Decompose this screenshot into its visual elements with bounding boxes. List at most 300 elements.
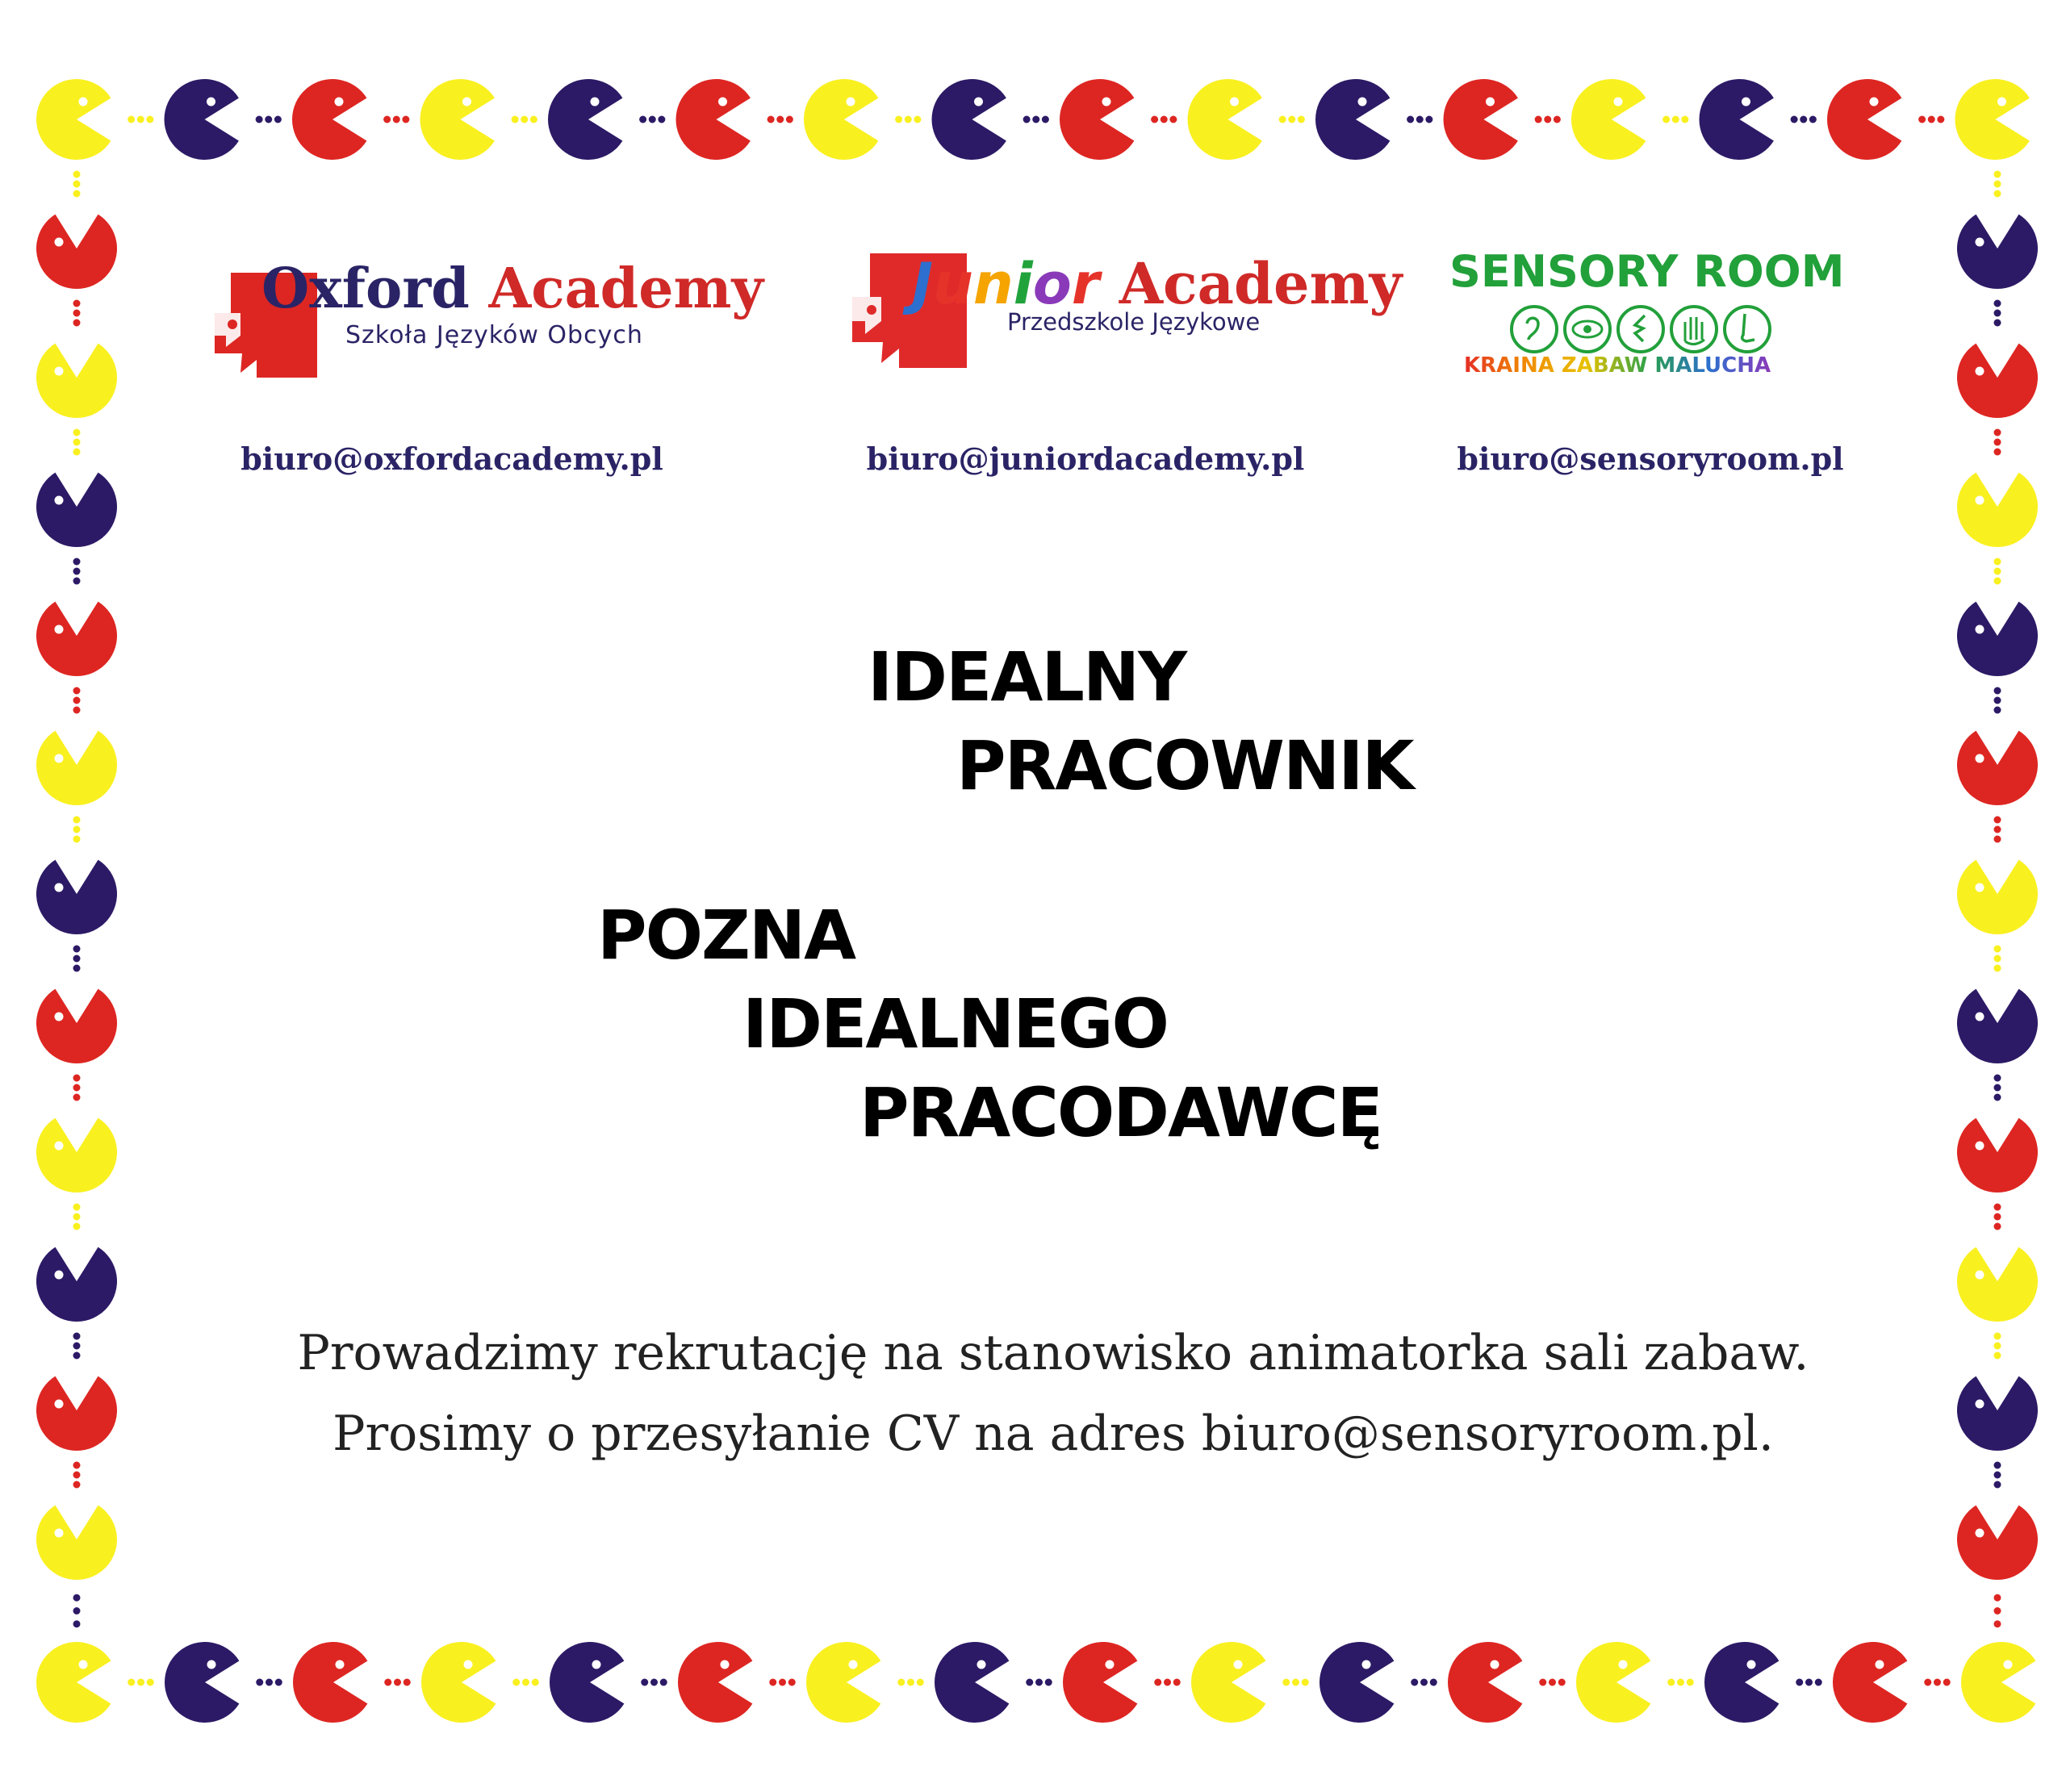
pacman-eye <box>335 98 344 107</box>
pacman-eye <box>1976 1142 1984 1151</box>
pacman-eye <box>718 98 727 107</box>
pacman-eye <box>974 98 983 107</box>
pacman-shape <box>675 79 750 160</box>
pacman-eye <box>1976 625 1984 634</box>
headline-line-pracodawce: PRACODAWCĘ <box>859 1073 1382 1152</box>
pac-dot <box>1667 1679 1675 1686</box>
pacman-shape <box>165 79 239 160</box>
pac-dot <box>128 1679 135 1686</box>
pacman-eye <box>592 1660 601 1669</box>
pac-dot <box>73 181 81 188</box>
pac-dot <box>73 1204 81 1211</box>
pacman-eye <box>55 1529 64 1538</box>
pac-dot <box>73 300 81 307</box>
pac-dot <box>1994 449 2001 456</box>
pacman-eye <box>462 98 471 107</box>
pac-dot <box>1173 1679 1181 1686</box>
pacman-eye <box>849 1660 858 1669</box>
pacman-shape <box>292 79 366 160</box>
pac-dot <box>73 578 81 585</box>
junior-letter: i <box>1013 251 1033 317</box>
pacman-eye <box>1358 98 1367 107</box>
pac-dot <box>1994 568 2001 575</box>
pac-dot <box>1994 1620 2001 1627</box>
pac-dot <box>1994 1075 2001 1082</box>
pac-dot <box>73 190 81 198</box>
junior-academy-logo <box>846 250 1403 371</box>
pacman-shape <box>1957 1506 2038 1580</box>
hand-icon <box>1671 307 1717 352</box>
pac-dot <box>1994 1213 2001 1221</box>
pac-dot <box>73 1343 81 1350</box>
pac-dot <box>1796 1679 1803 1686</box>
pacman-shape <box>1955 79 2030 160</box>
pacman-eye <box>1614 98 1623 107</box>
pac-dot <box>73 1472 81 1479</box>
pac-dot <box>1815 1679 1822 1686</box>
pacman-eye <box>721 1660 730 1669</box>
junior-letter: J <box>912 251 934 317</box>
pac-dot <box>658 116 665 123</box>
pac-dot <box>1994 1084 2001 1092</box>
pac-dot <box>275 1679 282 1686</box>
pac-dot <box>1994 687 2001 695</box>
pac-dot <box>1934 1679 1941 1686</box>
pac-dot <box>1425 116 1432 123</box>
pac-dot <box>73 1352 81 1360</box>
pac-dot <box>266 1679 273 1686</box>
pac-dot <box>1558 1679 1566 1686</box>
pac-dot <box>767 116 775 123</box>
pac-dot <box>1994 1223 2001 1230</box>
pacman-eye <box>1102 98 1111 107</box>
pac-dot <box>73 1084 81 1092</box>
pacman-shape <box>36 1642 111 1723</box>
pac-dot <box>1994 429 2001 437</box>
pac-dot <box>649 116 656 123</box>
pacman-shape <box>1957 989 2038 1063</box>
pacman-eye <box>1976 1529 1984 1538</box>
pac-dot <box>73 439 81 446</box>
pac-dot <box>1045 1679 1052 1686</box>
pac-dot <box>73 568 81 575</box>
pac-dot <box>532 1679 539 1686</box>
pac-dot <box>1169 116 1177 123</box>
pac-dot <box>265 116 272 123</box>
pac-dot <box>384 1679 391 1686</box>
pac-dot <box>1994 320 2001 327</box>
oxford-subtitle: Szkoła Języków Obcych <box>345 321 643 349</box>
sensory-room-logo <box>1445 246 1848 383</box>
pacman-shape <box>678 1642 752 1723</box>
pac-dot <box>73 1213 81 1221</box>
pac-dot <box>1805 1679 1813 1686</box>
pac-dot <box>394 1679 401 1686</box>
pacman-eye <box>591 98 600 107</box>
pac-dot <box>1994 836 2001 843</box>
pacman-shape <box>1957 731 2038 805</box>
pac-dot <box>73 836 81 843</box>
pac-dot <box>1151 116 1158 123</box>
pacman-eye <box>1230 98 1239 107</box>
junior-word <box>912 251 1099 317</box>
pac-dot <box>73 1223 81 1230</box>
pac-dot <box>650 1679 658 1686</box>
pacman-eye <box>1976 1013 1984 1021</box>
pac-dot <box>73 310 81 317</box>
pac-dot <box>1994 1462 2001 1469</box>
pac-dot <box>73 965 81 972</box>
pac-dot <box>905 116 912 123</box>
pac-dot <box>1672 116 1679 123</box>
pac-dot <box>1026 1679 1033 1686</box>
pacman-shape <box>36 215 117 289</box>
email-sensory[interactable]: biuro@sensoryroom.pl <box>1457 441 1844 477</box>
pac-dot <box>1924 1679 1931 1686</box>
headline-line-idealny: IDEALNY <box>868 637 1186 716</box>
pac-dot <box>788 1679 796 1686</box>
pacman-eye <box>79 1660 88 1669</box>
pac-dot <box>1994 1094 2001 1101</box>
pac-dot <box>128 116 135 123</box>
pacman-shape <box>1448 1642 1522 1723</box>
pacman-shape <box>935 1642 1009 1723</box>
mouth-icon <box>1618 307 1663 352</box>
pacman-shape <box>804 79 878 160</box>
pacman-eye <box>1106 1660 1115 1669</box>
pac-dot <box>137 1679 144 1686</box>
headline-line-pracownik: PRACOWNIK <box>956 726 1413 805</box>
pacman-eye <box>1486 98 1495 107</box>
pacman-shape <box>1957 1376 2038 1451</box>
pac-dot <box>1407 116 1414 123</box>
pac-dot <box>1161 116 1168 123</box>
sense-icons-row <box>1509 304 1775 354</box>
pacman-eye <box>55 625 64 634</box>
pacman-shape <box>931 79 1006 160</box>
ear-icon <box>1512 307 1557 352</box>
recruitment-text-line2: Prosimy o przesyłanie CV na adres biuro@sensoryroom.pl. <box>332 1406 1774 1462</box>
pacman-eye <box>1976 1271 1984 1280</box>
academy-word: Academy <box>488 257 763 321</box>
pac-dot <box>1279 116 1286 123</box>
pacman-shape <box>36 860 117 934</box>
pac-dot <box>1994 1333 2001 1340</box>
pacman-eye <box>55 1271 64 1280</box>
pac-dot <box>1994 300 2001 307</box>
pac-dot <box>1662 116 1670 123</box>
pac-dot <box>1302 1679 1309 1686</box>
pacman-eye <box>1870 98 1879 107</box>
pacman-shape <box>806 1642 880 1723</box>
pac-dot <box>256 1679 263 1686</box>
pac-dot <box>404 1679 411 1686</box>
email-junior[interactable]: biuro@juniordacademy.pl <box>866 441 1305 477</box>
pac-dot <box>1918 116 1926 123</box>
pac-dot <box>73 1620 81 1627</box>
academy-word: Academy <box>1119 250 1403 317</box>
pac-dot <box>1994 1481 2001 1489</box>
pacman-shape <box>36 731 117 805</box>
pacman-eye <box>1976 238 1984 247</box>
pacman-shape <box>550 1642 624 1723</box>
pac-dot <box>786 116 793 123</box>
pacman-eye <box>2004 1660 2013 1669</box>
pacman-eye <box>55 496 64 505</box>
pac-dot <box>1994 697 2001 704</box>
pacman-shape <box>1699 79 1773 160</box>
pac-dot <box>73 707 81 714</box>
sensory-subtitle <box>1464 353 1771 378</box>
pacman-shape <box>1957 344 2038 418</box>
pac-dot <box>512 1679 520 1686</box>
pacman-shape <box>36 1376 117 1451</box>
pacman-shape <box>1957 1247 2038 1322</box>
pac-dot <box>1420 1679 1428 1686</box>
pacman-eye <box>1619 1660 1628 1669</box>
pac-dot <box>73 1594 81 1602</box>
pac-dot <box>1554 116 1561 123</box>
pacman-shape <box>1957 473 2038 547</box>
pacman-shape <box>1571 79 1646 160</box>
pacman-shape <box>1187 79 1261 160</box>
pac-dot <box>1032 116 1039 123</box>
pac-dot <box>73 429 81 437</box>
pacman-eye <box>207 98 215 107</box>
pac-dot <box>1994 439 2001 446</box>
pacman-shape <box>1060 79 1134 160</box>
pac-dot <box>512 116 519 123</box>
pac-dot <box>73 1094 81 1101</box>
headline-line-pozna: POZNA <box>597 896 855 975</box>
pac-dot <box>1994 190 2001 198</box>
pac-dot <box>73 955 81 963</box>
pacman-eye <box>1747 1660 1756 1669</box>
pac-dot <box>1416 116 1424 123</box>
pac-dot <box>1677 1679 1684 1686</box>
pacman-shape <box>1315 79 1390 160</box>
pac-dot <box>1994 181 2001 188</box>
pac-dot <box>73 1462 81 1469</box>
pacman-shape <box>420 79 495 160</box>
pacman-eye <box>1491 1660 1499 1669</box>
junior-letter: o <box>1032 251 1072 317</box>
pac-dot <box>1994 171 2001 178</box>
pac-dot <box>1549 1679 1556 1686</box>
pacman-eye <box>55 238 64 247</box>
sensory-subtitle-text: KRAINA ZABAW MALUCHA <box>1464 353 1771 378</box>
pac-dot <box>1994 1343 2001 1350</box>
pac-dot <box>1809 116 1817 123</box>
pac-dot <box>1994 707 2001 714</box>
pacman-eye <box>55 1142 64 1151</box>
pac-dot <box>1023 116 1031 123</box>
pac-dot <box>73 449 81 456</box>
pac-dot <box>73 1333 81 1340</box>
pacman-shape <box>1957 215 2038 289</box>
pacman-shape <box>1576 1642 1650 1723</box>
pac-dot <box>1994 817 2001 824</box>
junior-subtitle: Przedszkole Językowe <box>1007 308 1261 336</box>
pac-dot <box>1994 558 2001 566</box>
pac-dot <box>274 116 282 123</box>
eye-icon <box>1565 307 1610 352</box>
pac-dot <box>73 558 81 566</box>
pac-dot <box>1943 1679 1951 1686</box>
pacman-eye <box>1362 1660 1371 1669</box>
pacman-shape <box>1957 602 2038 676</box>
oxford-word: Oxford <box>261 257 470 321</box>
pacman-shape <box>1957 1118 2038 1193</box>
pac-dot <box>1994 1594 2001 1602</box>
pac-dot <box>1994 1607 2001 1614</box>
pac-dot <box>530 116 537 123</box>
sensory-title: SENSORY ROOM <box>1449 246 1845 297</box>
pac-dot <box>1994 578 2001 585</box>
pacman-eye <box>1976 1400 1984 1409</box>
pac-dot <box>1288 116 1295 123</box>
pac-dot <box>1800 116 1807 123</box>
pacman-eye <box>55 1013 64 1021</box>
pacman-eye <box>1234 1660 1243 1669</box>
pacman-shape <box>1704 1642 1779 1723</box>
pac-dot <box>1042 116 1049 123</box>
nose-icon <box>1725 307 1770 352</box>
pac-dot <box>522 1679 529 1686</box>
pac-dot <box>776 116 784 123</box>
recruitment-text-line1: Prowadzimy rekrutację na stanowisko animatorka sali zabaw. <box>297 1325 1809 1381</box>
pac-dot <box>73 826 81 833</box>
pacman-shape <box>421 1642 496 1723</box>
pac-dot <box>1994 1352 2001 1360</box>
pacman-eye <box>79 98 88 107</box>
pac-dot <box>1994 955 2001 963</box>
pac-dot <box>1292 1679 1299 1686</box>
pacman-shape <box>36 1506 117 1580</box>
pacman-shape <box>1961 1642 2035 1723</box>
pacman-shape <box>1827 79 1901 160</box>
pacman-shape <box>1833 1642 1907 1723</box>
pacman-eye <box>847 98 855 107</box>
pacman-shape <box>36 1118 117 1193</box>
pac-dot <box>1928 116 1935 123</box>
pac-dot <box>1035 1679 1043 1686</box>
pac-dot <box>907 1679 914 1686</box>
pacman-shape <box>293 1642 367 1723</box>
pac-dot <box>1544 116 1551 123</box>
pac-dot <box>1535 116 1542 123</box>
pacman-eye <box>464 1660 473 1669</box>
pacman-shape <box>36 602 117 676</box>
pac-dot <box>137 116 144 123</box>
pac-dot <box>641 1679 648 1686</box>
pacman-eye <box>336 1660 345 1669</box>
pacman-shape <box>36 79 111 160</box>
pac-dot <box>639 116 646 123</box>
pac-dot <box>256 116 263 123</box>
pacman-eye <box>1976 367 1984 376</box>
pacman-eye <box>1997 98 2006 107</box>
pac-dot <box>521 116 528 123</box>
pac-dot <box>383 116 391 123</box>
headline-line-idealnego: IDEALNEGO <box>742 984 1168 1063</box>
pac-dot <box>1994 826 2001 833</box>
pacman-shape <box>36 344 117 418</box>
pacman-eye <box>55 883 64 892</box>
pac-dot <box>73 171 81 178</box>
pacman-shape <box>36 989 117 1063</box>
pac-dot <box>146 116 153 123</box>
pac-dot <box>914 116 921 123</box>
pacman-shape <box>548 79 622 160</box>
pac-dot <box>1687 1679 1694 1686</box>
pac-dot <box>1154 1679 1161 1686</box>
pac-dot <box>147 1679 154 1686</box>
pac-dot <box>1791 116 1798 123</box>
pacman-shape <box>1443 79 1517 160</box>
pac-dot <box>73 1481 81 1489</box>
pac-dot <box>1282 1679 1290 1686</box>
pacman-shape <box>165 1642 239 1723</box>
pacman-shape <box>1063 1642 1137 1723</box>
pac-dot <box>897 1679 905 1686</box>
pac-dot <box>1411 1679 1418 1686</box>
pac-dot <box>402 116 409 123</box>
pac-dot <box>895 116 902 123</box>
pac-dot <box>1430 1679 1437 1686</box>
pacman-shape <box>1957 860 2038 934</box>
pac-dot <box>1681 116 1688 123</box>
pacman-eye <box>1876 1660 1884 1669</box>
pac-dot <box>1937 116 1944 123</box>
pac-dot <box>73 697 81 704</box>
pac-dot <box>1994 965 2001 972</box>
oxford-academy-logo <box>208 257 763 378</box>
pacman-shape <box>1319 1642 1394 1723</box>
pacman-eye <box>207 1660 216 1669</box>
pac-dot <box>1994 310 2001 317</box>
pac-dot <box>917 1679 924 1686</box>
pac-dot <box>1298 116 1305 123</box>
pac-dot <box>73 320 81 327</box>
pac-dot <box>73 1075 81 1082</box>
pac-dot <box>1164 1679 1171 1686</box>
pacman-eye <box>55 1400 64 1409</box>
pacman-shape <box>36 473 117 547</box>
pacman-eye <box>55 754 64 763</box>
pac-dot <box>1994 1204 2001 1211</box>
pac-dot <box>73 946 81 953</box>
pacman-shape <box>1191 1642 1265 1723</box>
pac-dot <box>393 116 400 123</box>
junior-letter: r <box>1071 251 1100 317</box>
pacman-eye <box>1976 496 1984 505</box>
pac-dot <box>660 1679 667 1686</box>
junior-letter: u <box>933 251 973 317</box>
email-oxford[interactable]: biuro@oxfordacademy.pl <box>240 441 663 477</box>
pac-dot <box>73 817 81 824</box>
pacman-eye <box>977 1660 986 1669</box>
pacman-eye <box>1976 883 1984 892</box>
pacman-eye <box>1742 98 1750 107</box>
pac-dot <box>73 1607 81 1614</box>
pac-dot <box>769 1679 776 1686</box>
pac-dot <box>779 1679 786 1686</box>
pac-dot <box>1994 946 2001 953</box>
junior-letter: n <box>972 251 1014 317</box>
pacman-eye <box>55 367 64 376</box>
pac-dot <box>73 687 81 695</box>
